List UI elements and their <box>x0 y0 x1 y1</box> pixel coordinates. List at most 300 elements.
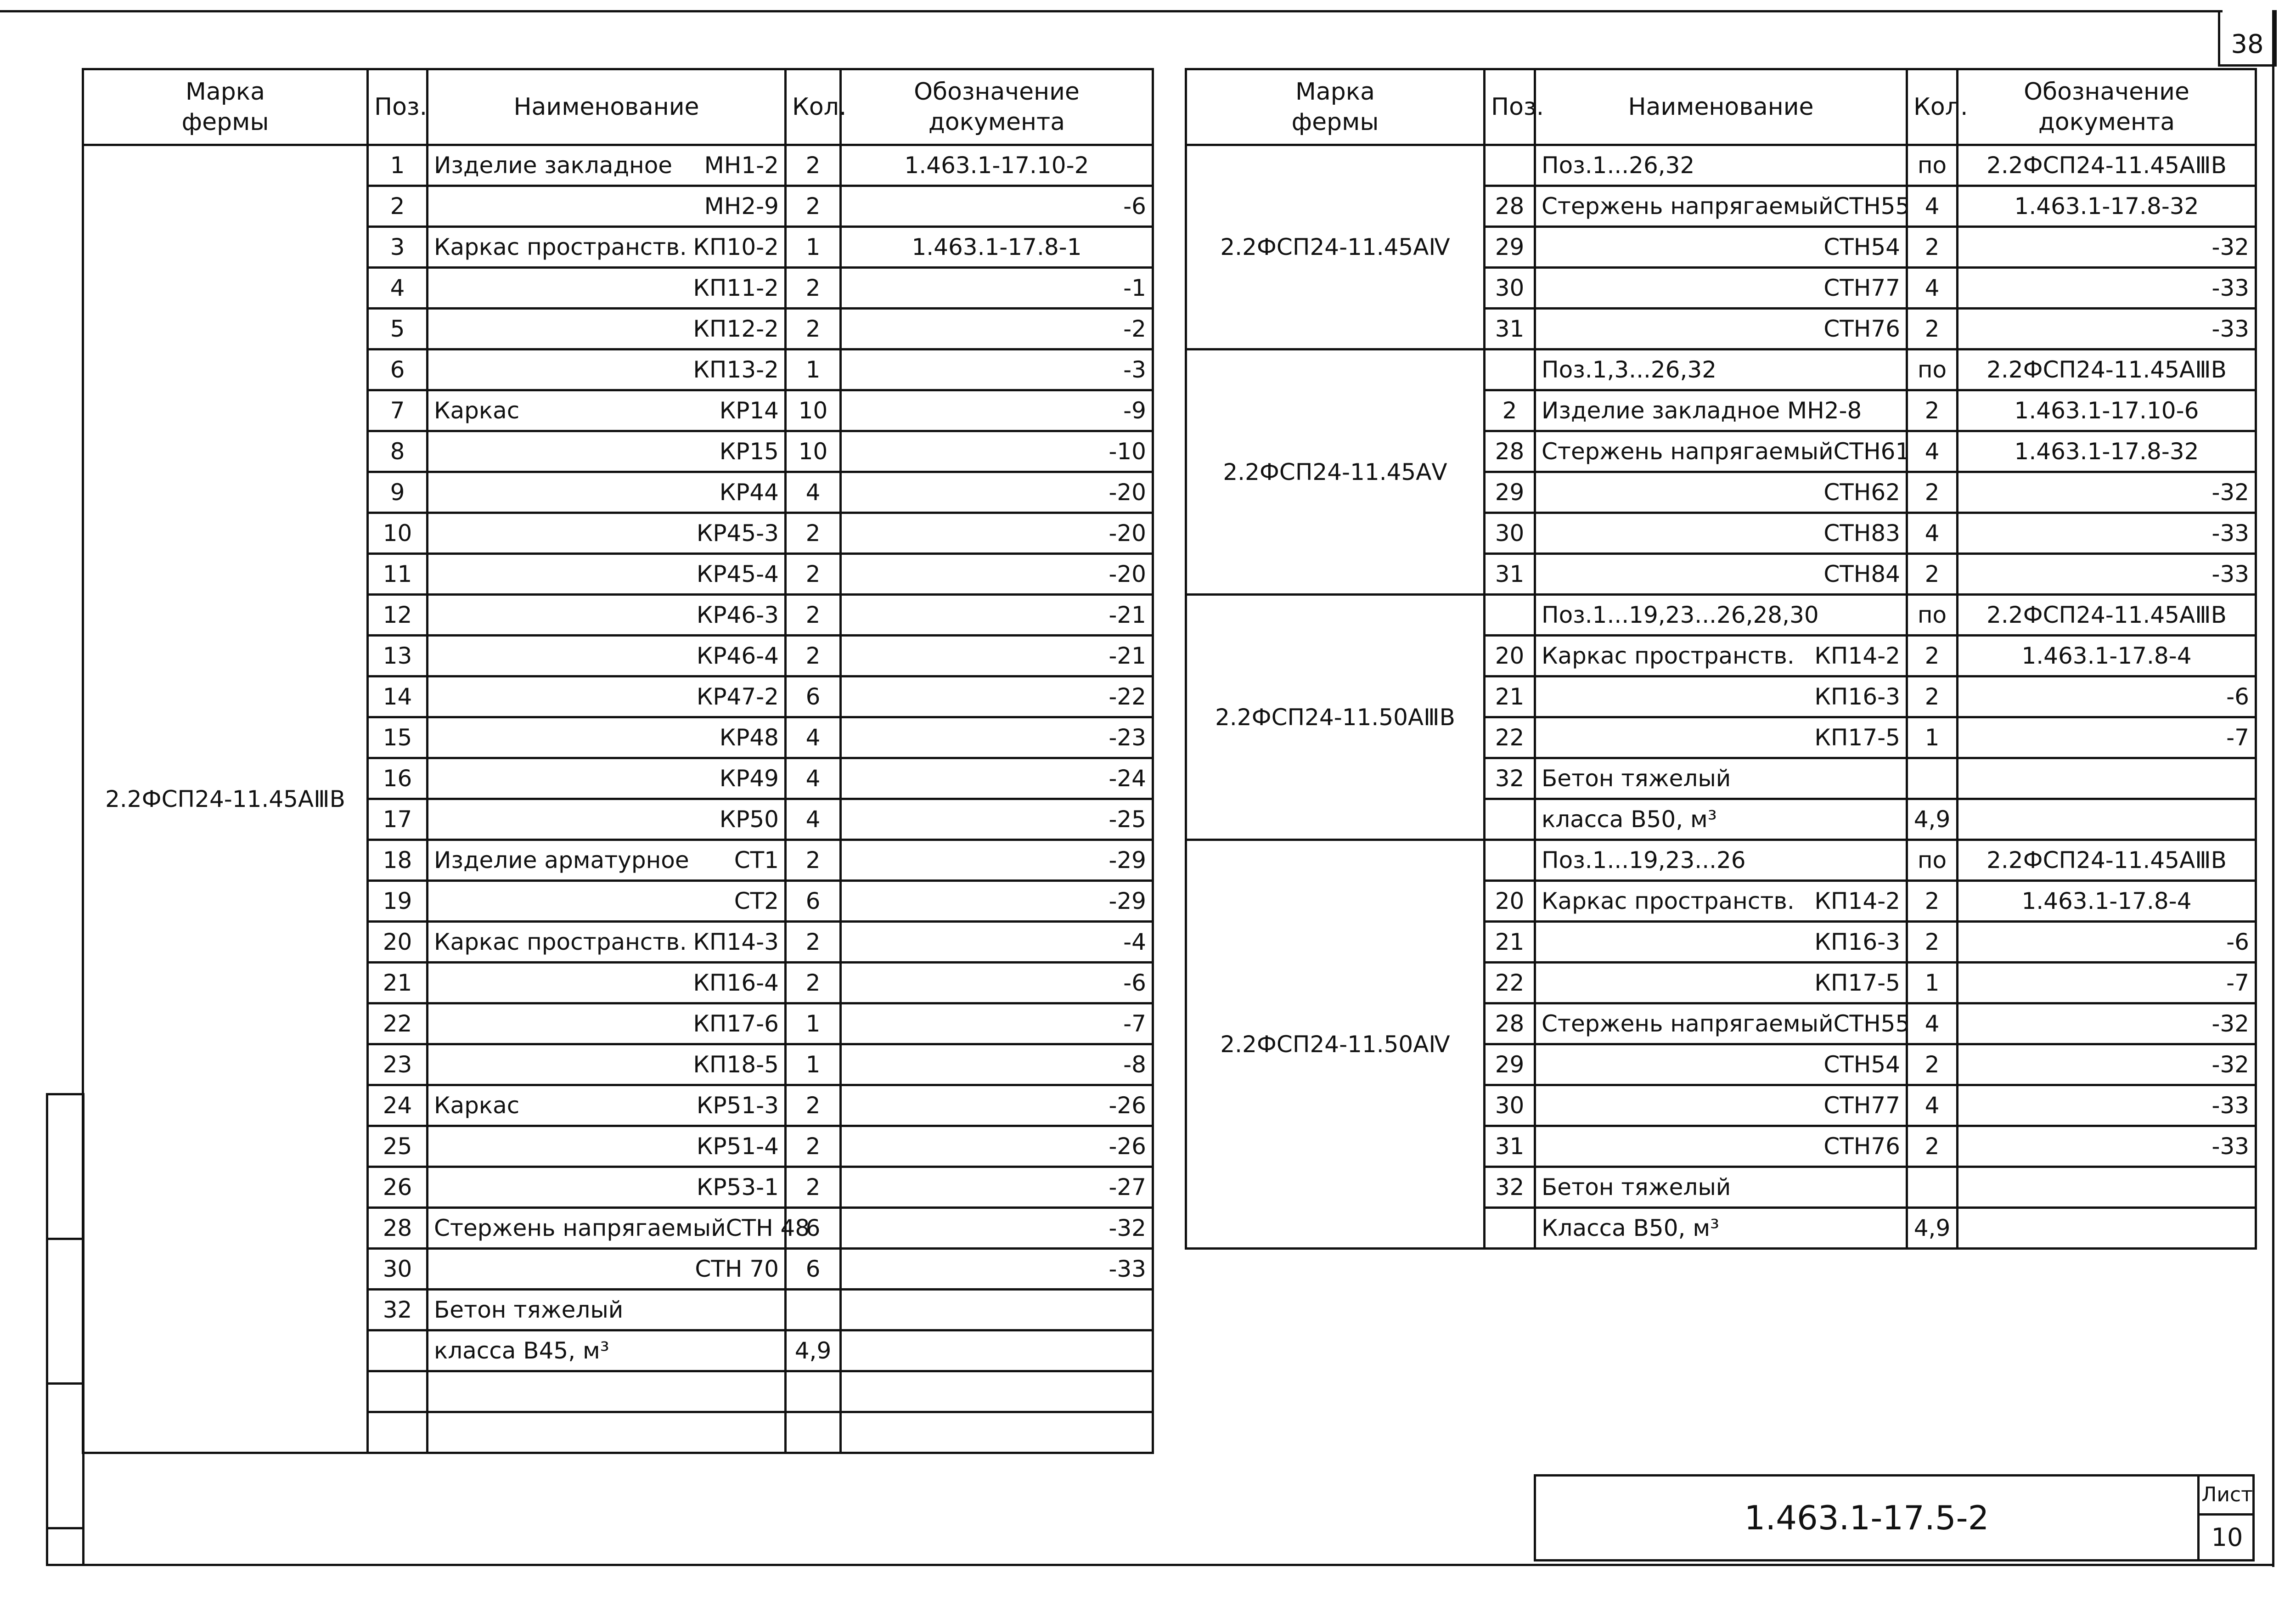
name-wrap <box>434 929 779 955</box>
name-mark: КП17-5 <box>1814 969 1900 996</box>
qty-cell: 10 <box>786 390 841 431</box>
mark-cell: 2.2ФСП24-11.45АⅤ <box>1186 349 1485 595</box>
name-cell <box>428 922 786 963</box>
name-mark: КР48 <box>719 724 779 751</box>
pos-cell: 15 <box>368 717 428 758</box>
name-text: Каркас пространств. <box>1542 643 1795 669</box>
name-wrap <box>434 1174 779 1201</box>
qty-cell: 2 <box>786 554 841 595</box>
pos-cell: 22 <box>368 1003 428 1044</box>
doc-cell: -33 <box>1958 513 2256 554</box>
name-cell <box>1535 268 1907 309</box>
header-name: Наименование <box>428 69 786 145</box>
doc-cell: -32 <box>1958 1003 2256 1044</box>
pos-cell: 21 <box>1485 676 1535 717</box>
pos-cell: 22 <box>1485 717 1535 758</box>
name-wrap <box>434 356 779 383</box>
name-wrap <box>1542 969 1900 996</box>
name-wrap <box>434 1092 779 1119</box>
qty-cell <box>786 1371 841 1412</box>
qty-cell: 2 <box>786 309 841 349</box>
qty-cell: 2 <box>1907 676 1958 717</box>
left-table-body <box>83 145 1153 1453</box>
name-cell <box>428 554 786 595</box>
name-cell <box>1535 309 1907 349</box>
qty-cell: 4 <box>1907 1003 1958 1044</box>
mark-cell: 2.2ФСП24-11.50АⅣ <box>1186 840 1485 1249</box>
right-spec-table <box>1185 68 2257 1250</box>
mark-cell: 2.2ФСП24-11.45АⅣ <box>1186 145 1485 349</box>
qty-cell: 4 <box>786 472 841 513</box>
name-text: Бетон тяжелый <box>1542 1174 1731 1201</box>
doc-cell: -3 <box>841 349 1153 390</box>
name-wrap <box>434 1337 779 1364</box>
name-mark: КП12-2 <box>693 316 779 342</box>
name-cell <box>428 1126 786 1167</box>
name-mark: КР45-4 <box>696 561 779 587</box>
name-text: Каркас пространств. <box>1542 888 1795 914</box>
qty-cell: 1 <box>786 1003 841 1044</box>
name-cell <box>428 1208 810 1249</box>
name-mark: СТН61 <box>1833 438 1910 465</box>
name-cell <box>428 186 786 227</box>
qty-cell: 2 <box>786 595 841 636</box>
right-table-body <box>1186 145 2256 1249</box>
name-wrap <box>1542 765 1900 792</box>
pos-cell: 31 <box>1485 309 1535 349</box>
name-mark: КП17-5 <box>1814 724 1900 751</box>
name-cell <box>1535 799 1907 840</box>
pos-cell: 23 <box>368 1044 428 1085</box>
doc-cell: -8 <box>841 1044 1153 1085</box>
name-mark: КР51-4 <box>696 1133 779 1160</box>
qty-cell <box>1907 1167 1958 1208</box>
qty-cell: 4 <box>1907 513 1958 554</box>
name-wrap <box>1542 561 1900 587</box>
doc-cell: -22 <box>841 676 1153 717</box>
doc-cell: 1.463.1-17.8-4 <box>1958 636 2256 676</box>
name-text: Стержень напрягаемый <box>1542 438 1834 465</box>
bottom-border-line <box>46 1564 2272 1566</box>
pos-cell: 29 <box>1485 1044 1535 1085</box>
name-mark: СТН83 <box>1823 520 1900 547</box>
title-block <box>1534 1474 2255 1561</box>
qty-cell: по <box>1907 595 1958 636</box>
table-row <box>1186 349 2256 390</box>
doc-cell: -25 <box>841 799 1153 840</box>
header-doc: Обозначение документа <box>1958 69 2256 145</box>
qty-cell: 6 <box>786 676 841 717</box>
qty-cell: по <box>1907 349 1958 390</box>
pos-cell: 3 <box>368 227 428 268</box>
pos-cell <box>1485 349 1535 390</box>
doc-cell <box>841 1330 1153 1371</box>
name-cell <box>1535 554 1907 595</box>
name-wrap <box>1542 356 1900 383</box>
name-cell <box>428 472 786 513</box>
pos-cell <box>1485 145 1535 186</box>
qty-cell: 2 <box>1907 554 1958 595</box>
name-text: Поз.1...19,23...26 <box>1542 847 1746 874</box>
table-row <box>83 145 1153 186</box>
name-wrap <box>1542 929 1900 955</box>
doc-cell: -10 <box>841 431 1153 472</box>
name-cell <box>428 636 786 676</box>
name-mark: СТ2 <box>734 888 779 914</box>
qty-cell: 6 <box>786 1208 841 1249</box>
qty-cell: 4,9 <box>1907 799 1958 840</box>
doc-cell: -26 <box>841 1085 1153 1126</box>
name-text: Изделие закладное <box>434 152 673 179</box>
name-cell <box>428 1371 786 1412</box>
name-mark: КП10-2 <box>693 234 779 260</box>
page-number: 38 <box>2218 10 2277 67</box>
doc-cell: -32 <box>1958 472 2256 513</box>
pos-cell: 25 <box>368 1126 428 1167</box>
name-mark: СТН84 <box>1823 561 1900 587</box>
pos-cell: 29 <box>1485 472 1535 513</box>
doc-cell: -6 <box>1958 676 2256 717</box>
pos-cell: 29 <box>1485 227 1535 268</box>
name-cell <box>428 1167 786 1208</box>
name-cell <box>428 1085 786 1126</box>
pos-cell: 14 <box>368 676 428 717</box>
pos-cell: 31 <box>1485 1126 1535 1167</box>
qty-cell: 6 <box>786 1249 841 1290</box>
doc-cell: -26 <box>841 1126 1153 1167</box>
name-cell <box>428 513 786 554</box>
name-wrap <box>1542 275 1900 301</box>
table-row <box>1186 595 2256 636</box>
name-text: Класса В50, м³ <box>1542 1215 1720 1241</box>
header-mark: Марка фермы <box>1186 69 1485 145</box>
pos-cell: 11 <box>368 554 428 595</box>
header-name: Наименование <box>1535 69 1907 145</box>
pos-cell: 28 <box>1485 186 1535 227</box>
name-wrap <box>434 602 779 628</box>
doc-cell: -29 <box>841 840 1153 881</box>
pos-cell: 22 <box>1485 963 1535 1003</box>
name-wrap <box>434 888 779 914</box>
name-wrap <box>1542 1133 1900 1160</box>
pos-cell: 2 <box>1485 390 1535 431</box>
name-mark: КР47-2 <box>696 683 779 710</box>
name-text: Изделие арматурное <box>434 847 689 874</box>
doc-cell: 1.463.1-17.8-32 <box>1958 431 2256 472</box>
name-mark: СТН77 <box>1823 275 1900 301</box>
name-wrap <box>434 683 779 710</box>
name-cell <box>428 676 786 717</box>
doc-cell <box>841 1371 1153 1412</box>
name-cell <box>1535 227 1907 268</box>
name-cell <box>428 1330 786 1371</box>
name-wrap <box>434 643 779 669</box>
qty-cell: 2 <box>786 145 841 186</box>
name-mark: МН1-2 <box>704 152 779 179</box>
name-cell <box>1535 963 1907 1003</box>
pos-cell: 26 <box>368 1167 428 1208</box>
document-code: 1.463.1-17.5-2 <box>1744 1499 1989 1537</box>
header-qty: Кол. <box>786 69 841 145</box>
name-mark: КП18-5 <box>693 1051 779 1078</box>
doc-cell: -6 <box>1958 922 2256 963</box>
name-cell <box>1535 1003 1910 1044</box>
sheet-box <box>2197 1477 2255 1559</box>
name-wrap <box>1542 1092 1900 1119</box>
name-wrap <box>434 438 779 465</box>
pos-cell: 28 <box>1485 1003 1535 1044</box>
pos-cell <box>368 1330 428 1371</box>
doc-cell: 1.463.1-17.10-2 <box>841 145 1153 186</box>
name-wrap <box>1542 397 1900 424</box>
qty-cell: 2 <box>786 513 841 554</box>
header-qty: Кол. <box>1907 69 1958 145</box>
pos-cell: 32 <box>1485 1167 1535 1208</box>
name-text: Стержень напрягаемый <box>1542 193 1834 220</box>
doc-cell: -20 <box>841 554 1153 595</box>
doc-cell: -23 <box>841 717 1153 758</box>
qty-cell: 4 <box>786 758 841 799</box>
name-wrap <box>434 969 779 996</box>
qty-cell <box>786 1290 841 1330</box>
doc-cell: 2.2ФСП24-11.45АⅢВ <box>1958 349 2256 390</box>
pos-cell: 28 <box>368 1208 428 1249</box>
name-wrap <box>1542 683 1900 710</box>
name-cell <box>428 595 786 636</box>
qty-cell: 2 <box>1907 881 1958 922</box>
name-text: Стержень напрягаемый <box>434 1215 726 1241</box>
name-mark: КР15 <box>719 438 779 465</box>
pos-cell: 7 <box>368 390 428 431</box>
name-text: Каркас пространств. <box>434 929 687 955</box>
name-mark: КР46-4 <box>696 643 779 669</box>
name-wrap <box>434 479 779 506</box>
name-cell <box>428 431 786 472</box>
name-wrap <box>1542 724 1900 751</box>
name-wrap <box>1542 479 1900 506</box>
name-mark: КП14-2 <box>1814 643 1900 669</box>
doc-cell <box>841 1290 1153 1330</box>
name-mark: СТН76 <box>1823 316 1900 342</box>
name-cell <box>428 1003 786 1044</box>
doc-cell: -1 <box>841 268 1153 309</box>
pos-cell <box>1485 1208 1535 1249</box>
name-wrap <box>434 520 779 547</box>
name-cell <box>1535 1167 1907 1208</box>
name-wrap <box>1542 234 1900 260</box>
name-cell <box>1535 431 1910 472</box>
header-pos: Поз. <box>368 69 428 145</box>
name-wrap <box>1542 152 1900 179</box>
name-cell <box>428 1249 786 1290</box>
name-cell <box>1535 186 1910 227</box>
qty-cell: 1 <box>786 227 841 268</box>
name-wrap <box>434 1215 810 1241</box>
pos-cell: 28 <box>1485 431 1535 472</box>
doc-cell: 2.2ФСП24-11.45АⅢВ <box>1958 145 2256 186</box>
pos-cell <box>368 1412 428 1453</box>
name-cell <box>428 881 786 922</box>
qty-cell: 1 <box>786 349 841 390</box>
name-cell <box>428 390 786 431</box>
qty-cell: 4 <box>1907 186 1958 227</box>
doc-cell: -6 <box>841 186 1153 227</box>
pos-cell <box>368 1371 428 1412</box>
qty-cell <box>786 1412 841 1453</box>
name-cell <box>1535 1044 1907 1085</box>
name-cell <box>428 349 786 390</box>
pos-cell <box>1485 840 1535 881</box>
name-cell <box>1535 636 1907 676</box>
name-cell <box>428 717 786 758</box>
doc-cell: -27 <box>841 1167 1153 1208</box>
pos-cell: 8 <box>368 431 428 472</box>
pos-cell: 30 <box>1485 1085 1535 1126</box>
mark-cell: 2.2ФСП24-11.45АⅢВ <box>83 145 368 1453</box>
qty-cell: 4,9 <box>786 1330 841 1371</box>
pos-cell: 20 <box>1485 881 1535 922</box>
name-wrap <box>434 234 779 260</box>
doc-cell: -21 <box>841 636 1153 676</box>
sheet-number: 10 <box>2211 1523 2243 1552</box>
left-spec-table <box>82 68 1154 1454</box>
name-text: класса В50, м³ <box>1542 806 1717 833</box>
name-wrap <box>1542 520 1900 547</box>
qty-cell: 4 <box>786 799 841 840</box>
name-cell <box>1535 676 1907 717</box>
name-cell <box>428 840 786 881</box>
doc-cell <box>1958 758 2256 799</box>
qty-cell <box>1907 758 1958 799</box>
doc-cell: 1.463.1-17.8-32 <box>1958 186 2256 227</box>
name-text: Бетон тяжелый <box>1542 765 1731 792</box>
name-cell <box>428 227 786 268</box>
doc-cell: -7 <box>1958 717 2256 758</box>
name-mark: СТН54 <box>1823 1051 1900 1078</box>
name-cell <box>1535 513 1907 554</box>
name-cell <box>428 309 786 349</box>
name-wrap <box>434 1256 779 1282</box>
pos-cell: 5 <box>368 309 428 349</box>
name-mark: СТН76 <box>1823 1133 1900 1160</box>
name-wrap <box>434 152 779 179</box>
name-text: Каркас <box>434 397 520 424</box>
name-cell <box>1535 758 1907 799</box>
name-mark: КР50 <box>719 806 779 833</box>
doc-cell: 2.2ФСП24-11.45АⅢВ <box>1958 840 2256 881</box>
name-text: Каркас пространств. <box>434 234 687 260</box>
qty-cell: 2 <box>1907 1044 1958 1085</box>
doc-cell: 1.463.1-17.8-1 <box>841 227 1153 268</box>
doc-cell: -32 <box>841 1208 1153 1249</box>
name-mark: КР44 <box>719 479 779 506</box>
name-cell <box>1535 1208 1907 1249</box>
name-text: Каркас <box>434 1092 520 1119</box>
qty-cell: 2 <box>1907 472 1958 513</box>
qty-cell: 2 <box>1907 227 1958 268</box>
qty-cell: 2 <box>786 1126 841 1167</box>
doc-cell: -33 <box>841 1249 1153 1290</box>
name-wrap <box>1542 806 1900 833</box>
table-row <box>1186 145 2256 186</box>
qty-cell: 1 <box>1907 717 1958 758</box>
doc-cell: -32 <box>1958 1044 2256 1085</box>
margin-stamp-strip <box>46 1093 84 1566</box>
doc-cell: 1.463.1-17.10-6 <box>1958 390 2256 431</box>
qty-cell: 2 <box>786 636 841 676</box>
pos-cell: 18 <box>368 840 428 881</box>
name-text: Поз.1,3...26,32 <box>1542 356 1717 383</box>
doc-cell: 1.463.1-17.8-4 <box>1958 881 2256 922</box>
name-wrap <box>434 1010 779 1037</box>
doc-cell: -21 <box>841 595 1153 636</box>
name-mark: КР46-3 <box>696 602 779 628</box>
name-wrap <box>434 806 779 833</box>
name-cell <box>428 963 786 1003</box>
name-cell <box>428 758 786 799</box>
doc-cell: -4 <box>841 922 1153 963</box>
name-mark: КР53-1 <box>696 1174 779 1201</box>
name-cell <box>1535 1085 1907 1126</box>
doc-cell: -33 <box>1958 1085 2256 1126</box>
right-border-line <box>2272 10 2274 1567</box>
name-text: класса В45, м³ <box>434 1337 609 1364</box>
name-mark: КР14 <box>719 397 779 424</box>
name-mark: КП14-2 <box>1814 888 1900 914</box>
doc-cell <box>1958 1167 2256 1208</box>
name-mark: СТН55 <box>1833 1010 1910 1037</box>
header-pos: Поз. <box>1485 69 1535 145</box>
qty-cell: 2 <box>1907 922 1958 963</box>
qty-cell: 2 <box>786 186 841 227</box>
doc-cell: -33 <box>1958 1126 2256 1167</box>
qty-cell: 4 <box>1907 1085 1958 1126</box>
doc-cell: -33 <box>1958 309 2256 349</box>
qty-cell: 2 <box>1907 636 1958 676</box>
pos-cell: 1 <box>368 145 428 186</box>
name-wrap <box>1542 602 1900 628</box>
name-cell <box>428 799 786 840</box>
pos-cell: 21 <box>1485 922 1535 963</box>
doc-cell <box>1958 799 2256 840</box>
name-text: Стержень напрягаемый <box>1542 1010 1834 1037</box>
doc-cell: -33 <box>1958 268 2256 309</box>
pos-cell: 10 <box>368 513 428 554</box>
doc-cell: -29 <box>841 881 1153 922</box>
qty-cell: 4,9 <box>1907 1208 1958 1249</box>
pos-cell: 30 <box>1485 513 1535 554</box>
name-cell <box>428 1290 786 1330</box>
name-wrap <box>434 765 779 792</box>
doc-cell: 2.2ФСП24-11.45АⅢВ <box>1958 595 2256 636</box>
name-wrap <box>1542 316 1900 342</box>
pos-cell <box>1485 799 1535 840</box>
qty-cell: 10 <box>786 431 841 472</box>
qty-cell: 2 <box>1907 390 1958 431</box>
name-wrap <box>434 561 779 587</box>
name-mark: КП13-2 <box>693 356 779 383</box>
pos-cell: 12 <box>368 595 428 636</box>
doc-cell: -20 <box>841 472 1153 513</box>
name-cell <box>1535 922 1907 963</box>
pos-cell <box>1485 595 1535 636</box>
name-wrap <box>1542 438 1910 465</box>
header-mark: Марка фермы <box>83 69 368 145</box>
name-wrap <box>1542 1174 1900 1201</box>
name-cell <box>428 1044 786 1085</box>
name-wrap <box>434 847 779 874</box>
qty-cell: 1 <box>786 1044 841 1085</box>
